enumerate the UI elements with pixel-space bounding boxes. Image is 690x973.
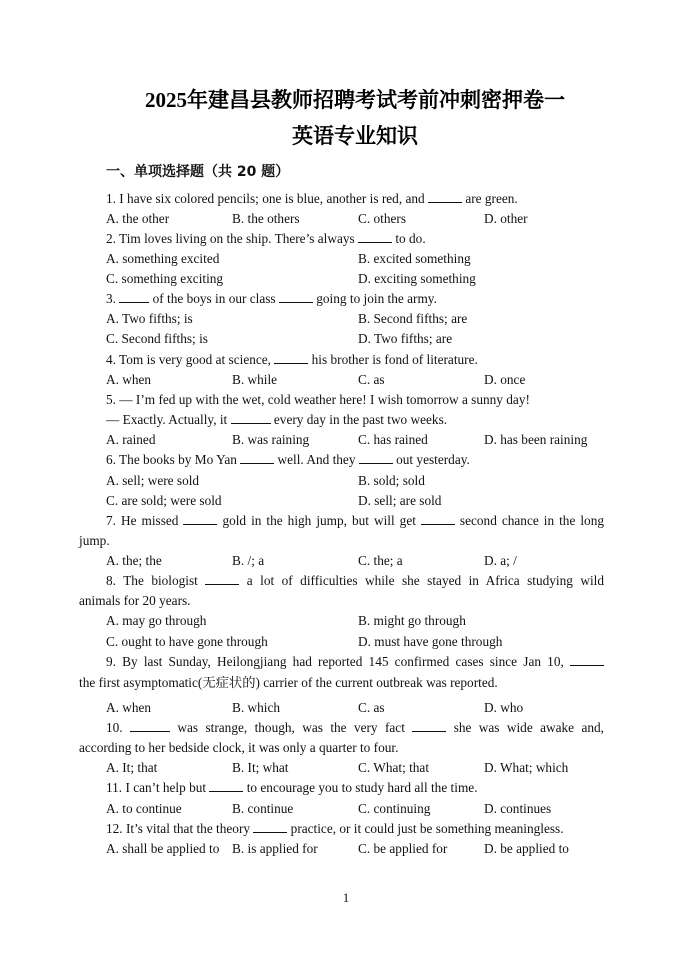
option-b: B. which xyxy=(232,700,281,715)
option-b: B. was raining xyxy=(232,432,310,447)
question-11: 11. I can’t help but to encourage you to study hard all the time. xyxy=(106,780,478,795)
option-a: A. something excited xyxy=(106,251,220,266)
answer-blank xyxy=(240,451,274,464)
option-d: D. other xyxy=(484,211,528,226)
option-a: A. the; the xyxy=(106,553,162,568)
answer-blank xyxy=(274,351,308,364)
option-c: C. others xyxy=(358,211,407,226)
option-d: D. must have gone through xyxy=(358,634,503,649)
question-1: 1. I have six colored pencils; one is blue, another is red, and are green. xyxy=(106,191,518,206)
option-c: C. Second fifths; is xyxy=(106,331,208,346)
question-4: 4. Tom is very good at science, his brother is fond of literature. xyxy=(106,352,478,367)
option-b: B. while xyxy=(232,372,278,387)
question-7: 7. He missed gold in the high jump, but will get second chance in the long xyxy=(106,513,604,528)
option-c: C. as xyxy=(358,372,385,387)
option-b: B. sold; sold xyxy=(358,473,425,488)
answer-blank xyxy=(130,719,170,732)
answer-blank xyxy=(428,190,462,203)
option-d: D. exciting something xyxy=(358,271,476,286)
answer-blank xyxy=(119,290,149,303)
answer-blank xyxy=(421,512,455,525)
option-c: C. as xyxy=(358,700,385,715)
option-d: D. a; / xyxy=(484,553,517,568)
option-b: B. It; what xyxy=(232,760,289,775)
question-6: 6. The books by Mo Yan well. And they out yesterday. xyxy=(106,452,470,467)
option-d: D. has been raining xyxy=(484,432,588,447)
option-d: D. continues xyxy=(484,801,552,816)
answer-blank xyxy=(358,230,392,243)
option-c: C. are sold; were sold xyxy=(106,493,222,508)
question-8-continued: animals for 20 years. xyxy=(79,593,191,608)
option-d: D. Two fifths; are xyxy=(358,331,453,346)
option-a: A. It; that xyxy=(106,760,158,775)
question-2: 2. Tim loves living on the ship. There’s always to do. xyxy=(106,231,426,246)
answer-blank xyxy=(253,820,287,833)
option-b: B. is applied for xyxy=(232,841,318,856)
answer-blank xyxy=(231,411,271,424)
option-c: C. be applied for xyxy=(358,841,448,856)
option-a: A. when xyxy=(106,372,152,387)
question-9-continued: the first asymptomatic(无症状的) carrier of the current outbreak was reported. xyxy=(79,675,498,690)
option-a: A. to continue xyxy=(106,801,182,816)
option-d: D. sell; are sold xyxy=(358,493,442,508)
option-d: D. What; which xyxy=(484,760,569,775)
option-a: A. may go through xyxy=(106,613,207,628)
option-b: B. /; a xyxy=(232,553,265,568)
section-heading: 一、单项选择题（共 20 题） xyxy=(106,164,290,180)
answer-blank xyxy=(279,290,313,303)
option-b: B. excited something xyxy=(358,251,471,266)
answer-blank xyxy=(570,653,604,666)
option-b: B. Second fifths; are xyxy=(358,311,468,326)
option-d: D. who xyxy=(484,700,524,715)
answer-blank xyxy=(209,779,243,792)
option-b: B. continue xyxy=(232,801,294,816)
question-5: 5. — I’m fed up with the wet, cold weather here! I wish tomorrow a sunny day! xyxy=(106,392,530,407)
option-c: C. What; that xyxy=(358,760,430,775)
option-a: A. sell; were sold xyxy=(106,473,200,488)
question-10: 10. was strange, though, was the very fact she was wide awake and, xyxy=(106,720,604,735)
option-d: D. once xyxy=(484,372,526,387)
option-a: A. when xyxy=(106,700,152,715)
question-10-continued: according to her bedside clock, it was only a quarter to four. xyxy=(79,740,399,755)
question-12: 12. It’s vital that the theory practice, or it could just be something meaningless. xyxy=(106,821,564,836)
option-d: D. be applied to xyxy=(484,841,569,856)
answer-blank xyxy=(359,451,393,464)
exam-subtitle: 英语专业知识 xyxy=(292,124,418,148)
option-c: C. something exciting xyxy=(106,271,224,286)
question-8: 8. The biologist a lot of difficulties while she stayed in Africa studying wild xyxy=(106,573,604,588)
option-b: B. the others xyxy=(232,211,300,226)
answer-blank xyxy=(183,512,217,525)
option-c: C. ought to have gone through xyxy=(106,634,268,649)
exam-title: 2025年建昌县教师招聘考试考前冲刺密押卷一 xyxy=(145,88,565,112)
question-7-continued: jump. xyxy=(79,533,110,548)
option-b: B. might go through xyxy=(358,613,466,628)
option-a: A. rained xyxy=(106,432,156,447)
option-a: A. shall be applied to xyxy=(106,841,220,856)
option-c: C. continuing xyxy=(358,801,431,816)
answer-blank xyxy=(412,719,446,732)
option-c: C. the; a xyxy=(358,553,403,568)
option-a: A. Two fifths; is xyxy=(106,311,193,326)
answer-blank xyxy=(205,572,239,585)
option-c: C. has rained xyxy=(358,432,428,447)
question-5-reply: — Exactly. Actually, it every day in the past two weeks. xyxy=(106,412,448,427)
question-9: 9. By last Sunday, Heilongjiang had reported 145 confirmed cases since Jan 10, xyxy=(106,653,604,671)
question-3: 3. of the boys in our class going to join the army. xyxy=(106,291,437,306)
page-number: 1 xyxy=(342,890,350,905)
option-a: A. the other xyxy=(106,211,170,226)
